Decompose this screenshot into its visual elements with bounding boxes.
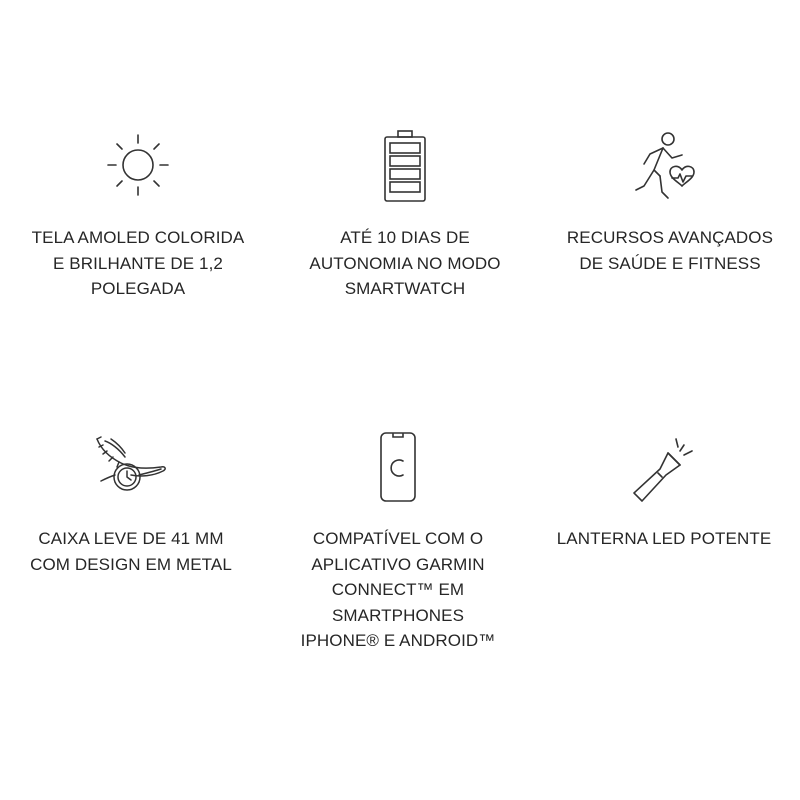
runner-heart-icon	[545, 130, 795, 220]
feature-case-label: CAIXA LEVE DE 41 MM COM DESIGN EM METAL	[30, 529, 232, 574]
smartphone-icon	[273, 431, 523, 521]
feature-display-label: TELA AMOLED COLORIDA E BRILHANTE DE 1,2 POLEGADA	[31, 228, 245, 298]
flashlight-icon	[539, 431, 789, 521]
feather-watch-icon	[6, 431, 256, 521]
sun-icon	[13, 130, 263, 220]
feature-health-label: RECURSOS AVANÇADOS DE SAÚDE E FITNESS	[566, 228, 774, 273]
feature-flashlight-label: LANTERNA LED POTENTE	[556, 529, 772, 548]
feature-battery-label: ATÉ 10 DIAS DE AUTONOMIA NO MODO SMARTWATCH	[309, 228, 501, 298]
feature-compatibility-label: COMPATÍVEL COM O APLICATIVO GARMIN CONNECT™ EM SMARTPHONES IPHONE® E ANDROID™	[300, 529, 496, 650]
battery-icon	[280, 130, 530, 220]
